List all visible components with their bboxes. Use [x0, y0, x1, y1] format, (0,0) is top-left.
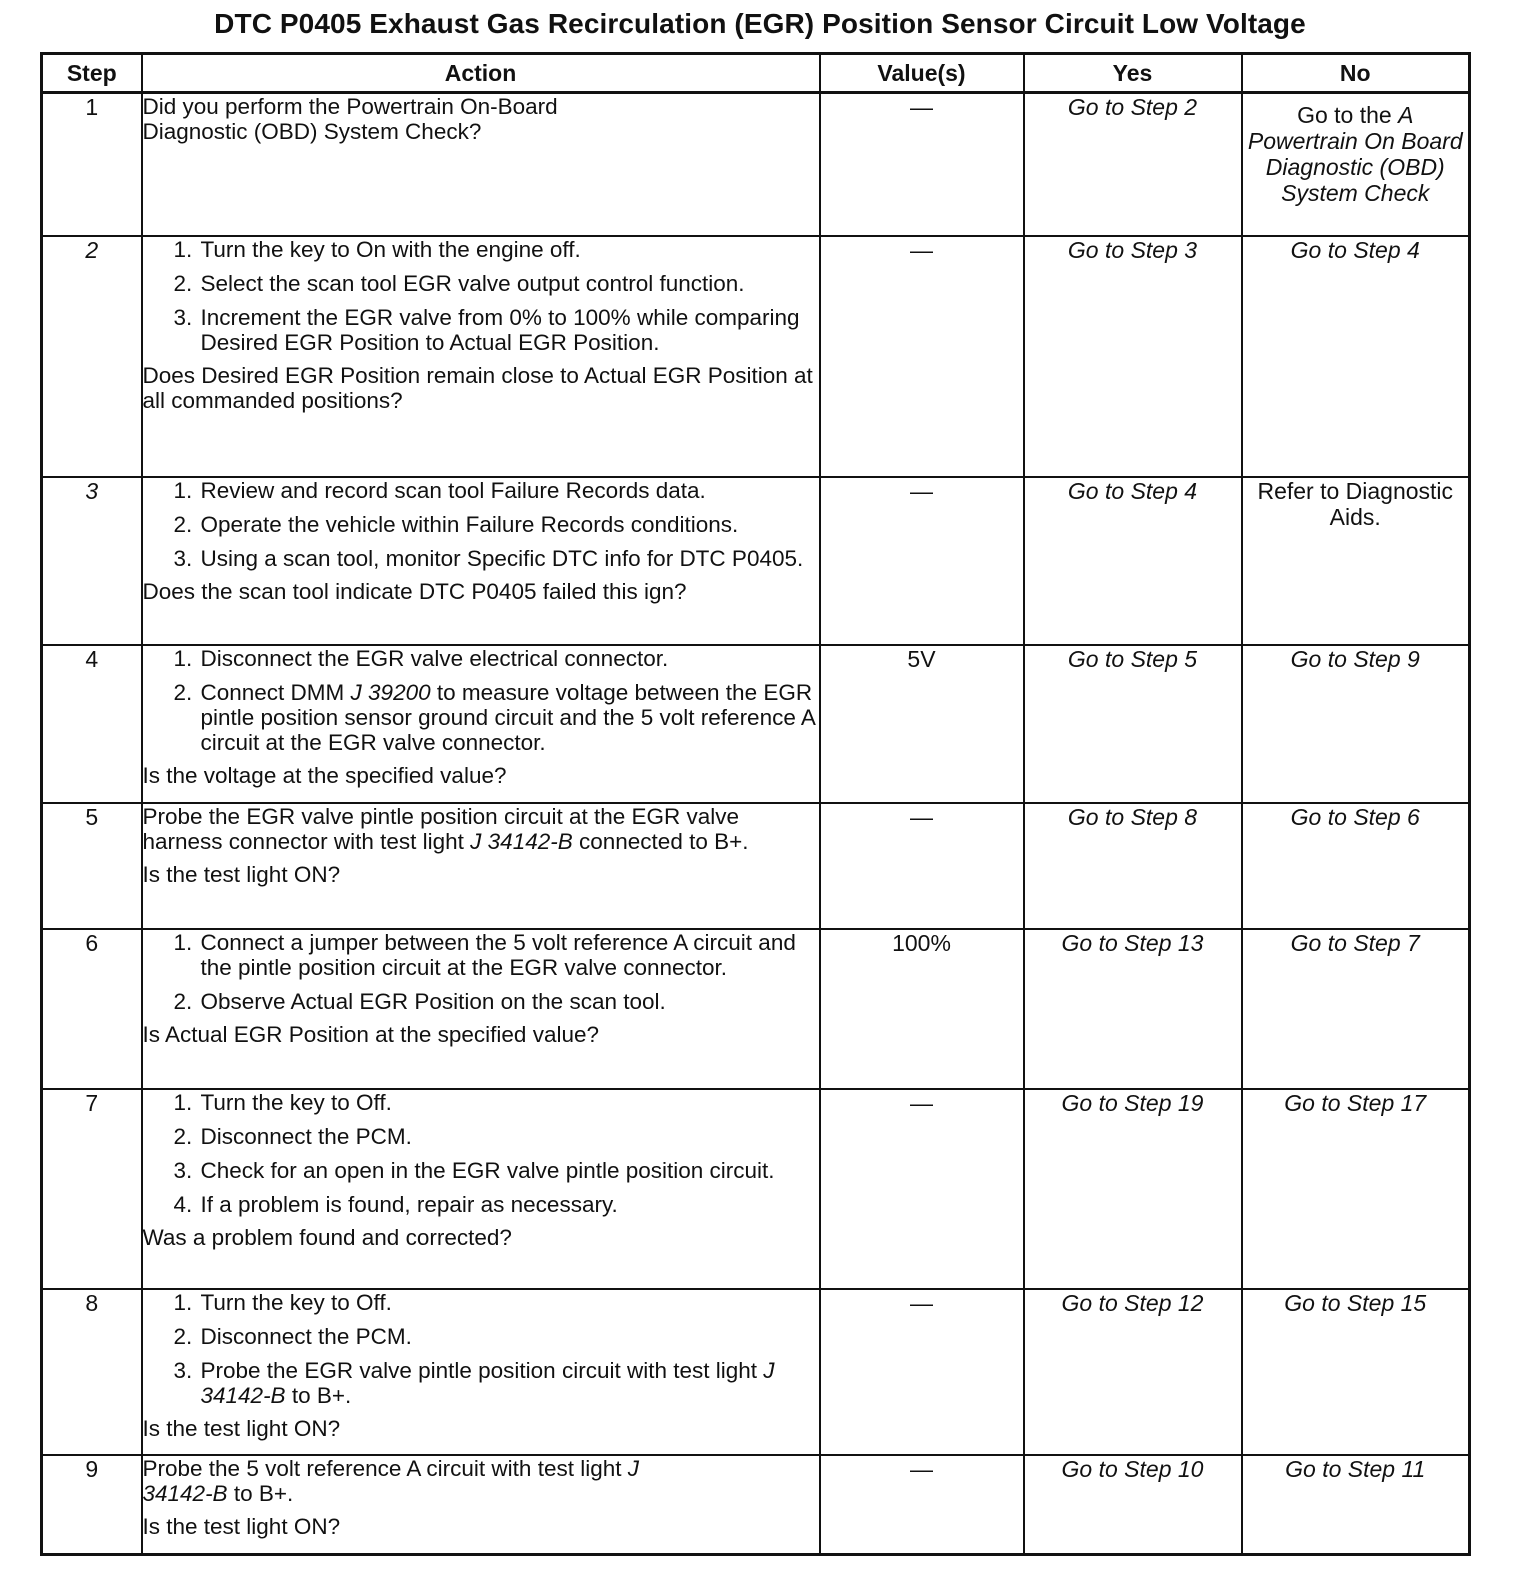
action-question: Is the voltage at the specified value? — [142, 762, 507, 788]
action-steps — [143, 237, 819, 355]
action-text-part: connected to B+. — [572, 828, 749, 854]
action-question: Is the test light ON? — [142, 1415, 341, 1441]
header-row — [42, 54, 1470, 93]
table-row — [42, 645, 1470, 803]
action-question: Was a problem found and corrected? — [142, 1224, 512, 1250]
action-cell — [142, 93, 820, 236]
action-step: 2. Operate the vehicle within Failure Records conditions. — [199, 512, 819, 537]
action-step: 1. Turn the key to Off. — [199, 1290, 819, 1315]
step-number: 2 — [42, 236, 142, 477]
step-text: Connect DMM — [200, 679, 351, 705]
value-cell: — — [820, 803, 1024, 929]
no-prefix: Go to the — [1297, 102, 1399, 128]
yes-link[interactable]: Go to Step 8 — [1024, 803, 1242, 929]
tool-number: J 39200 — [350, 679, 431, 705]
action-cell — [142, 645, 820, 803]
action-steps — [143, 646, 819, 755]
no-link[interactable]: Go to Step 9 — [1242, 645, 1470, 803]
value-cell: — — [820, 236, 1024, 477]
action-text-part: Probe the 5 volt reference A circuit with test light — [142, 1455, 628, 1481]
value-cell: 5V — [820, 645, 1024, 803]
value-cell: — — [820, 1289, 1024, 1455]
action-step — [199, 1358, 819, 1408]
yes-link[interactable]: Go to Step 2 — [1024, 93, 1242, 236]
action-cell — [142, 1089, 820, 1289]
action-step: 2. Disconnect the PCM. — [199, 1324, 819, 1349]
action-step: 1. Connect a jumper between the 5 volt reference A circuit and the pintle position circuit at the EGR valve connector. — [199, 930, 819, 980]
table-row — [42, 1289, 1470, 1455]
tool-number: J 34142-B — [142, 1455, 639, 1506]
no-link[interactable]: Go to Step 4 — [1242, 236, 1470, 477]
table-row — [42, 93, 1470, 236]
yes-link[interactable]: Go to Step 10 — [1024, 1455, 1242, 1555]
action-cell — [142, 929, 820, 1089]
no-link[interactable]: Go to Step 17 — [1242, 1089, 1470, 1289]
step-number: 1 — [42, 93, 142, 236]
step-text: to measure voltage between the EGR pintle position sensor ground circuit and the 5 volt reference A circuit at the EGR valve connector. — [200, 679, 815, 755]
no-link[interactable]: Go to Step 15 — [1242, 1289, 1470, 1455]
action-text-part: Probe the EGR valve pintle position circuit at the EGR valve harness connector with test light — [142, 803, 740, 854]
table-row — [42, 477, 1470, 645]
no-reference[interactable]: Refer to Diagnostic Aids. — [1242, 477, 1470, 645]
yes-link[interactable]: Go to Step 3 — [1024, 236, 1242, 477]
page-title: DTC P0405 Exhaust Gas Recirculation (EGR) Position Sensor Circuit Low Voltage — [214, 8, 1306, 39]
no-link[interactable]: Go to Step 11 — [1242, 1455, 1470, 1555]
action-step: 1. Disconnect the EGR valve electrical connector. — [199, 646, 819, 671]
diagnostic-table — [40, 52, 1471, 1556]
header-no: No — [1242, 54, 1470, 93]
yes-link[interactable]: Go to Step 5 — [1024, 645, 1242, 803]
table-row — [42, 803, 1470, 929]
action-step — [199, 680, 819, 755]
action-text — [143, 804, 819, 854]
action-step: 1. Turn the key to On with the engine off. — [199, 237, 819, 262]
step-text: Probe the EGR valve pintle position circuit with test light — [200, 1357, 764, 1383]
no-link[interactable]: Go to Step 7 — [1242, 929, 1470, 1089]
table-row — [42, 1089, 1470, 1289]
table-row — [42, 929, 1470, 1089]
step-number: 5 — [42, 803, 142, 929]
step-number: 3 — [42, 477, 142, 645]
action-text: Did you perform the Powertrain On-Board Diagnostic (OBD) System Check? — [142, 94, 558, 144]
action-cell — [142, 236, 820, 477]
step-text: to B+. — [285, 1382, 352, 1408]
action-step: 3. Increment the EGR valve from 0% to 100% while comparing Desired EGR Position to Actual EGR Position. — [199, 305, 819, 355]
action-step: 2. Select the scan tool EGR valve output control function. — [199, 271, 819, 296]
yes-link[interactable]: Go to Step 4 — [1024, 477, 1242, 645]
action-steps — [143, 1290, 819, 1408]
action-step: 3. Using a scan tool, monitor Specific DTC info for DTC P0405. — [199, 546, 819, 571]
action-step: 3. Check for an open in the EGR valve pintle position circuit. — [199, 1158, 819, 1183]
header-value: Value(s) — [820, 54, 1024, 93]
no-link[interactable]: Go to Step 6 — [1242, 803, 1470, 929]
no-link[interactable]: A Powertrain On Board Diagnostic (OBD) System Check — [1247, 102, 1463, 206]
action-steps — [143, 930, 819, 1014]
action-text-part: to B+. — [227, 1480, 294, 1506]
no-cell — [1242, 93, 1470, 236]
value-cell: — — [820, 93, 1024, 236]
action-steps — [143, 478, 819, 571]
action-question: Does the scan tool indicate DTC P0405 failed this ign? — [142, 578, 687, 604]
value-cell: — — [820, 1089, 1024, 1289]
step-number: 4 — [42, 645, 142, 803]
step-number: 8 — [42, 1289, 142, 1455]
yes-link[interactable]: Go to Step 19 — [1024, 1089, 1242, 1289]
yes-link[interactable]: Go to Step 12 — [1024, 1289, 1242, 1455]
step-number: 7 — [42, 1089, 142, 1289]
tool-number: J 34142-B — [470, 828, 573, 854]
step-number: 6 — [42, 929, 142, 1089]
action-step: 2. Disconnect the PCM. — [199, 1124, 819, 1149]
value-cell: 100% — [820, 929, 1024, 1089]
action-question: Is the test light ON? — [142, 861, 341, 887]
action-step: 2. Observe Actual EGR Position on the scan tool. — [199, 989, 819, 1014]
action-question: Is Actual EGR Position at the specified value? — [142, 1021, 600, 1047]
step-number: 9 — [42, 1455, 142, 1555]
action-steps — [143, 1090, 819, 1217]
action-question: Does Desired EGR Position remain close to Actual EGR Position at all commanded positions? — [142, 362, 813, 413]
yes-link[interactable]: Go to Step 13 — [1024, 929, 1242, 1089]
value-cell: — — [820, 477, 1024, 645]
action-text — [143, 1456, 819, 1506]
table-row — [42, 1455, 1470, 1555]
action-step: 4. If a problem is found, repair as necessary. — [199, 1192, 819, 1217]
action-question: Is the test light ON? — [142, 1513, 341, 1539]
tool-number: J 34142-B — [200, 1357, 775, 1408]
action-cell — [142, 477, 820, 645]
action-cell — [142, 1455, 820, 1555]
table-row — [42, 236, 1470, 477]
header-action: Action — [142, 54, 820, 93]
value-cell: — — [820, 1455, 1024, 1555]
action-step: 1. Turn the key to Off. — [199, 1090, 819, 1115]
header-yes: Yes — [1024, 54, 1242, 93]
header-step: Step — [42, 54, 142, 93]
action-step: 1. Review and record scan tool Failure Records data. — [199, 478, 819, 503]
action-cell — [142, 803, 820, 929]
action-cell — [142, 1289, 820, 1455]
